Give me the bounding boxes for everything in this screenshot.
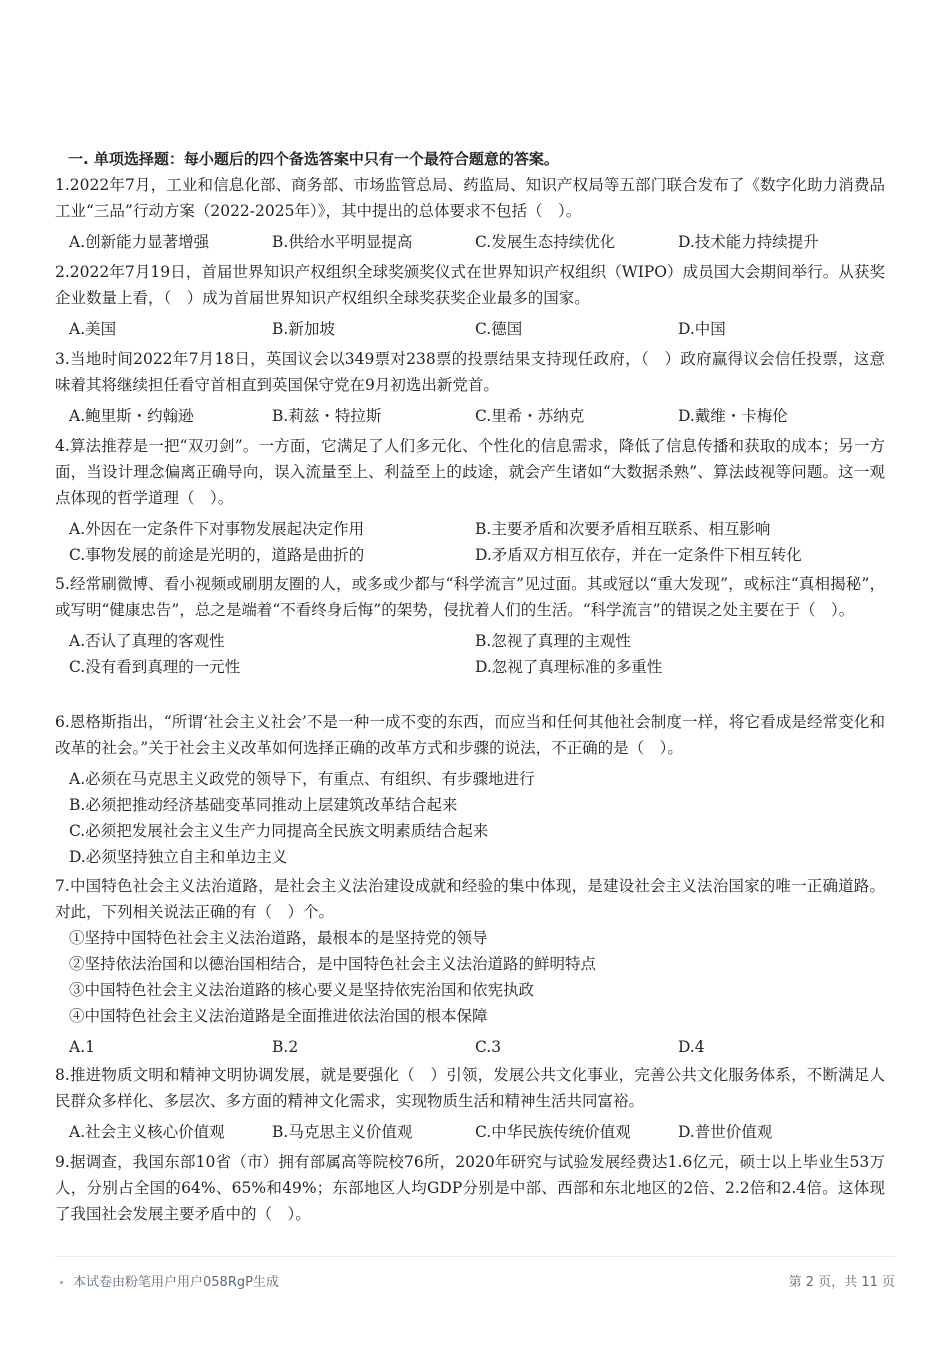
question-7 [55,873,885,1060]
option-a[interactable]: A.否认了真理的客观性 [69,632,225,650]
question-9 [55,1149,885,1227]
option-a[interactable]: A.必须在马克思主义政党的领导下，有重点、有组织、有步骤地进行 [69,770,535,788]
option-a[interactable]: A.创新能力显著增强 [69,233,210,251]
question-1 [55,172,885,255]
option-d[interactable]: D.忽视了真理标准的多重性 [475,658,663,676]
option-a[interactable]: A.鲍里斯・约翰逊 [69,407,194,425]
question-stem: 1.2022年7月，工业和信息化部、商务部、市场监管总局、药监局、知识产权局等五部门联合发布了《数字化助力消费品工业“三品”行动方案（2022-2025年）》，其中提出的总体要求不包括（ ）。 [55,176,885,220]
question-stem: 3.当地时间2022年7月18日，英国议会以349票对238票的投票结果支持现任政府，（ ）政府赢得议会信任投票，这意味着其将继续担任看守首相直到英国保守党在9月初选出新党首。 [55,350,885,394]
statement-list [55,925,885,1029]
question-stem: 7.中国特色社会主义法治道路，是社会主义法治建设成就和经验的集中体现，是建设社会主义法治国家的唯一正确道路。对此，下列相关说法正确的有（ ）个。 [55,877,885,921]
option-c[interactable]: C.3 [475,1038,502,1056]
options-row [55,229,885,255]
question-stem: 6.恩格斯指出，“所谓‘社会主义社会’不是一种一成不变的东西，而应当和任何其他社会制度一样，将它看成是经常变化和改革的社会。”关于社会主义改革如何选择正确的改革方式和步骤的说法，不正确的是（ ）。 [55,713,885,757]
option-d[interactable]: D.技术能力持续提升 [678,233,819,251]
footer-generated-by: 本试卷由粉笔用户用户058RgP生成 [60,1271,279,1290]
option-b[interactable]: B.2 [272,1038,299,1056]
option-d[interactable]: D.戴维・卡梅伦 [678,407,788,425]
statement: ①坚持中国特色社会主义法治道路，最根本的是坚持党的领导 [69,929,488,947]
statement: ③中国特色社会主义法治道路的核心要义是坚持依宪治国和依宪执政 [69,981,535,999]
option-c[interactable]: C.没有看到真理的一元性 [69,658,241,676]
options-list [55,766,885,870]
bullet-icon [60,1281,63,1284]
question-8 [55,1062,885,1145]
option-b[interactable]: B.马克思主义价值观 [272,1123,413,1141]
question-6 [55,709,885,870]
option-d[interactable]: D.普世价值观 [678,1123,773,1141]
option-c[interactable]: C.事物发展的前途是光明的，道路是曲折的 [69,546,365,564]
question-stem: 4.算法推荐是一把“双刃剑”。一方面，它满足了人们多元化、个性化的信息需求，降低了信息传播和获取的成本；另一方面，当设计理念偏离正确导向，误入流量至上、利益至上的歧途，就会产生诸如“大数据杀熟”、算法歧视等问题。这一观点体现的哲学道理（ ）。 [55,437,885,507]
option-c[interactable]: C.发展生态持续优化 [475,233,616,251]
option-c[interactable]: C.德国 [475,320,523,338]
question-5 [55,571,885,680]
option-c[interactable]: C.里希・苏纳克 [475,407,585,425]
statement: ②坚持依法治国和以德治国相结合，是中国特色社会主义法治道路的鲜明特点 [69,955,597,973]
question-stem: 9.据调查，我国东部10省（市）拥有部属高等院校76所，2020年研究与试验发展经费达1.6亿元，硕士以上毕业生53万人，分别占全国的64%、65%和49%；东部地区人均GDP分别是中部、西部和东北地区的2倍、2.2倍和2.4倍。这体现了我国社会发展主要矛盾中的（ ）。 [55,1153,885,1223]
section-title: 一. 单项选择题：每小题后的四个备选答案中只有一个最符合题意的答案。 [68,150,559,168]
question-2 [55,259,885,342]
option-c[interactable]: C.必须把发展社会主义生产力同提高全民族文明素质结合起来 [69,822,489,840]
options-grid [55,516,885,568]
options-row [55,1034,885,1060]
page-number: 第 2 页，共 11 页 [788,1275,895,1290]
question-stem: 2.2022年7月19日，首届世界知识产权组织全球奖颁奖仪式在世界知识产权组织（WIPO）成员国大会期间举行。从获奖企业数量上看，（ ）成为首届世界知识产权组织全球奖获奖企业最多的国家。 [55,263,885,307]
option-c[interactable]: C.中华民族传统价值观 [475,1123,631,1141]
option-b[interactable]: B.主要矛盾和次要矛盾相互联系、相互影响 [475,520,771,538]
option-d[interactable]: D.中国 [678,320,726,338]
option-d[interactable]: D.矛盾双方相互依存，并在一定条件下相互转化 [475,546,802,564]
option-d[interactable]: D.4 [678,1038,705,1056]
option-b[interactable]: B.莉兹・特拉斯 [272,407,382,425]
options-row [55,403,885,429]
footer-divider [55,1256,895,1257]
option-b[interactable]: B.忽视了真理的主观性 [475,632,631,650]
question-stem: 5.经常刷微博、看小视频或刷朋友圈的人，或多或少都与“科学流言”见过面。其或冠以“重大发现”，或标注“真相揭秘”，或写明“健康忠告”，总之是端着“不看终身后悔”的架势，侵扰着人们的生活。“科学流言”的错误之处主要在于（ ）。 [55,575,885,619]
option-b[interactable]: B.新加坡 [272,320,335,338]
option-a[interactable]: A.1 [69,1038,95,1056]
options-grid [55,628,885,680]
question-4 [55,433,885,568]
options-row [55,316,885,342]
option-b[interactable]: B.供给水平明显提高 [272,233,413,251]
options-row [55,1119,885,1145]
option-b[interactable]: B.必须把推动经济基础变革同推动上层建筑改革结合起来 [69,796,458,814]
option-a[interactable]: A.美国 [69,320,117,338]
question-stem: 8.推进物质文明和精神文明协调发展，就是要强化（ ）引领，发展公共文化事业，完善公共文化服务体系，不断满足人民群众多样化、多层次、多方面的精神文化需求，实现物质生活和精神生活共同富裕。 [55,1066,885,1110]
question-3 [55,346,885,429]
statement: ④中国特色社会主义法治道路是全面推进依法治国的根本保障 [69,1007,488,1025]
option-d[interactable]: D.必须坚持独立自主和单边主义 [69,848,288,866]
option-a[interactable]: A.外因在一定条件下对事物发展起决定作用 [69,520,365,538]
option-a[interactable]: A.社会主义核心价值观 [69,1123,225,1141]
